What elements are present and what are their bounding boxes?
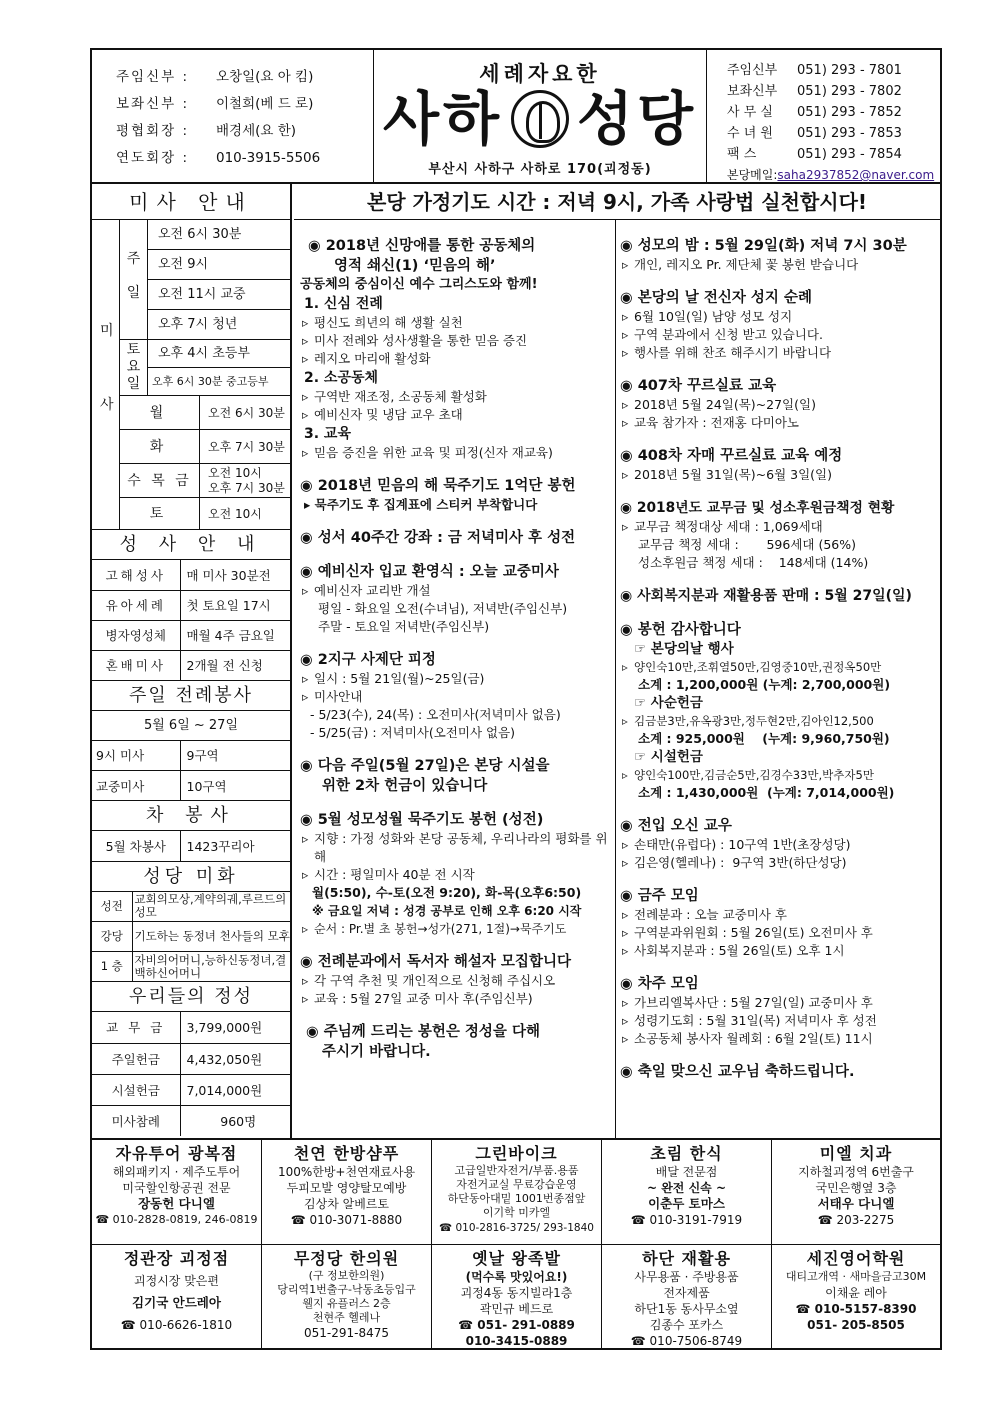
phone-row: 주임신부 051) 293 - 7801 [727, 63, 902, 78]
phone-row: 수 녀 원 051) 293 - 7853 [727, 126, 902, 141]
staff-row: 평협회장 : 배경세(요 한) [116, 123, 297, 139]
notice-block: ◉ 408차 자매 꾸르실료 교육 예정 ▹ 2018년 5월 31일(목)~6월 3일(일) [620, 446, 940, 484]
table-row: 9시 미사 9구역 [92, 741, 290, 771]
sunday-mass: 오후 7시 청년 [148, 310, 290, 340]
table-row: 병자영성체 매월 4주 금요일 [92, 620, 290, 650]
sacrament-title: 성 사 안 내 [92, 530, 290, 560]
saturday-mass: 오후 4시 초등부 [148, 340, 290, 368]
ad-box: 세진영어학원 대티고개역 · 새마을금고30M 이채윤 레아 ☎ 010-5157-8390 051- 205-8505 [772, 1245, 940, 1349]
saturday-group: 토 요 일 오후 4시 초등부 오후 6시 30분 중고등부 [120, 340, 290, 396]
notice-block: ◉ 금주 모임 ▹ 전례분과 : 오늘 교중미사 후 ▹ 구역분과위원회 : 5월 26일(토) 오전미사 후 ▹ 사회복지분과 : 5월 26일(토) 오후 1시 [620, 886, 940, 960]
offering-table [92, 1012, 290, 1136]
notice-block: ◉ 성모의 밤 : 5월 29일(화) 저녁 7시 30분 ▹ 개인, 레지오 Pr. 제단체 꽃 봉헌 받습니다 [620, 236, 940, 274]
notice-block: ◉ 다음 주일(5월 27일)은 본당 시설을 위한 2차 헌금이 있습니다 [300, 758, 550, 794]
table-row: 미사참례 960명 [92, 1105, 290, 1136]
ad-box: 그린바이크 고급일반자전거/부품.용품 자전거교실 무료강습운영 하단동아대밑 1001번종점앞 이기학 미카엘 ☎ 010-2816-3725/ 293-1840 [432, 1140, 602, 1244]
email-row: 본당메일:saha2937852@naver.com [727, 168, 935, 182]
sunday-mass: 오전 9시 [148, 250, 290, 280]
notice-block: ◉ 본당의 날 전신자 성지 순례 ▹ 6월 10일(일) 남양 성모 성지 ▹ 구역 분과에서 신청 받고 있습니다. ▹ 행사를 위해 찬조 해주시기 바랍니다 [620, 288, 940, 362]
ad-box: 미엘 치과 지하철괴정역 6번출구 국민은행옆 3층 서태우 다니엘 ☎ 203-2275 [772, 1140, 940, 1244]
table-row: 성전 교회의모상,계약의궤,루르드의성모 [92, 892, 290, 922]
notice-block: ◉ 2018년 믿음의 해 묵주기도 1억단 봉헌 ▸ 묵주기도 후 집계표에 스티커 부착합니다 [300, 478, 576, 512]
sidebar [92, 184, 292, 1138]
weekday-row: 수 목 금 오전 10시 오후 7시 30분 [120, 464, 290, 498]
mass-schedule [92, 220, 290, 530]
email-link[interactable]: saha2937852@naver.com [777, 168, 935, 182]
ad-box: 초림 한식 배달 전문점 ~ 완전 신속 ~ 이춘두 토마스 ☎ 010-3191-7919 [602, 1140, 772, 1244]
notice-block: ◉ 2018년 신망애를 통한 공동체의 영적 쇄신(1) ‘믿음의 해’ 공동체의 중심이신 예수 그리스도와 함께! 1. 신심 전례 ▹ 평신도 희년의 해 생활 실천 ▹ 미사 전례와 성사생활을 통한 믿음 증진 ▹ 레지오 마리애 활성화 2. 소공동체 ▹ 구역반 재조정, 소공동체 활성화 ▹ 예비신자 및 냉담 교우 초대 3. 교육 ▹ 믿음 증진을 위한 교육 및 피정(신자 재교육) [300, 236, 614, 462]
notice-block: ◉ 5월 성모성월 묵주기도 봉헌 (성전) ▹ 지향 : 가정 성화와 본당 공동체, 우리나라의 평화를 위해 ▹ 시간 : 평일미사 40분 전 시작 월(5:50), 수-토(오전 9:20), 화-목(오후6:50) ※ 금요일 저녁 : 성경 공부로 인해 오후 6:20 시작 ▹ 순서 : Pr.별 초 봉헌→성가(271, 1절)→묵주기도 [300, 810, 614, 938]
table-row: 5월 차봉사 1423꾸리아 [92, 831, 290, 861]
table-row: 1 층 자비의어머니,능하신동정녀,결백하신어머니 [92, 952, 290, 982]
header [92, 50, 940, 184]
liturgy-period: 5월 6일 ~ 27일 [92, 711, 290, 741]
weekday-row: 월 오전 6시 30분 [120, 396, 290, 430]
patron-title: 세례자요한 [479, 62, 601, 86]
liturgy-table [92, 741, 290, 802]
notice-block: ◉ 2018년도 교무금 및 성소후원금책정 현황 ▹ 교무금 책정대상 세대 : 1,069세대 교무금 책정 세대 : 596세대 (56%) 성소후원금 책정 세대 : 148세대 (14%) [620, 498, 940, 572]
table-row: 강당 기도하는 동정녀 천사들의 모후 [92, 922, 290, 952]
sacrament-table [92, 560, 290, 681]
decor-title: 성당 미화 [92, 862, 290, 892]
staff-row: 보좌신부 : 이철희(베 드 로) [116, 96, 314, 112]
bulletin-page [90, 48, 942, 1350]
notice-block: ◉ 사회복지분과 재활용품 판매 : 5월 27일(일) [620, 588, 912, 604]
notice-block: ◉ 2지구 사제단 피정 ▹ 일시 : 5월 21일(월)~25일(금) ▹ 미사안내 - 5/23(수), 24(목) : 오전미사(저녁미사 없음) - 5/25(금) : 저녁미사(오전미사 없음) [300, 650, 614, 742]
liturgy-title: 주일 전례봉사 [92, 681, 290, 711]
ad-box: 자유투어 광복점 해외패키지 · 제주도투어 미국할인항공권 전문 장동헌 다니엘 ☎ 010-2828-0819, 246-0819 [92, 1140, 262, 1244]
ads-section [92, 1138, 940, 1348]
notice-block: ◉ 전례분과에서 독서자 해설자 모집합니다 ▹ 각 구역 추천 및 개인적으로 신청해 주십시오 ▹ 교육 : 5월 27일 교중 미사 후(주임신부) [300, 952, 614, 1008]
church-title [375, 50, 705, 182]
church-name: 사하 성당 [382, 85, 698, 153]
ad-box: 정관장 괴정점 괴정시장 맞은편 김기국 안드레아 ☎ 010-6626-1810 [92, 1245, 262, 1349]
phone-list [706, 50, 940, 182]
sunday-mass: 오전 11시 교중 [148, 280, 290, 310]
offering-title: 우리들의 정성 [92, 982, 290, 1012]
notice-block: ◉ 차주 모임 ▹ 가브리엘복사단 : 5월 27일(일) 교중미사 후 ▹ 성령기도회 : 5월 31일(목) 저녁미사 후 성전 ▹ 소공동체 봉사자 월례회 : 6월 2일(토) 11시 [620, 974, 940, 1048]
table-row: 교중미사 10구역 [92, 771, 290, 801]
saturday-mass: 오후 6시 30분 중고등부 [148, 368, 290, 396]
notice-block: ◉ 축일 맞으신 교우님 축하드립니다. [620, 1064, 855, 1080]
table-row: 고해성사 매 미사 30분전 [92, 560, 290, 590]
notice-block: ◉ 봉헌 감사합니다 ☞ 본당의날 행사 ▹ 양인숙10만,조휘열50만,김영중10만,권정옥50만 소계 : 1,200,000원 (누계: 2,700,000원) ☞ 사순헌금 ▹ 김금분3만,유옥광3만,정두현2만,김아인12,500 소계 : 925,000원 (누계: 9,960,750원) ☞ 시설헌금 ▹ 양인숙100만,김금순5만,김경수33만,박추자5만 소계 : 1,430,000원 (누계: 7,014,000원) [620, 620, 940, 802]
notice-block: ◉ 예비신자 입교 환영식 : 오늘 교중미사 ▹ 예비신자 교리반 개설 평일 - 화요일 오전(수녀님), 저녁반(주임신부) 주말 - 토요일 저녁반(주임신부) [300, 562, 614, 636]
decor-table [92, 892, 290, 983]
weekday-row: 토 오전 10시 [120, 498, 290, 530]
table-row: 교 무 금 3,799,000원 [92, 1012, 290, 1043]
phone-row: 사 무 실 051) 293 - 7852 [727, 105, 902, 120]
notice-block: ◉ 주님께 드리는 봉헌은 정성을 다해 주시기 바랍니다. [306, 1024, 540, 1060]
table-row: 시설헌금 7,014,000원 [92, 1074, 290, 1105]
sunday-group: 주 일 오전 6시 30분 오전 9시 오전 11시 교중 오후 7시 청년 [120, 220, 290, 340]
table-row: 혼배미사 2개월 전 신청 [92, 650, 290, 680]
car-service-table [92, 831, 290, 862]
notices-right [620, 236, 940, 1096]
notice-block: ◉ 성서 40주간 강좌 : 금 저녁미사 후 성전 [300, 530, 576, 546]
staff-row: 연도회장 : 010-3915-5506 [116, 150, 321, 166]
sunday-mass: 오전 6시 30분 [148, 220, 290, 250]
table-row: 유아세례 첫 토요일 17시 [92, 590, 290, 620]
church-logo-icon [511, 90, 569, 148]
phone-row: 보좌신부 051) 293 - 7802 [727, 84, 902, 99]
banner-title: 본당 가정기도 시간 : 저녁 9시, 가족 사랑법 실천합시다! [294, 184, 940, 220]
church-address: 부산시 사하구 사하로 170(괴정동) [428, 162, 652, 177]
mass-vertical-label: 미 사 [92, 220, 120, 530]
car-service-title: 차 봉사 [92, 801, 290, 831]
notice-block: ◉ 전입 오신 교우 ▹ 손태만(유럽다) : 10구역 1반(초장성당) ▹ 김은영(헬레나) : 9구역 3반(하단성당) [620, 816, 940, 872]
table-row: 주일헌금 4,432,050원 [92, 1043, 290, 1074]
notices-left [300, 236, 614, 1076]
mass-title: 미사 안내 [92, 184, 290, 220]
column-divider [615, 220, 616, 1138]
staff-row: 주임신부 : 오창일(요 아 킴) [116, 69, 314, 85]
main-content [294, 184, 940, 1138]
weekday-row: 화 오후 7시 30분 [120, 430, 290, 464]
ad-box: 천연 한방샴푸 100%한방+천연재료사용 두피모발 영양탈모예방 김상차 알베르토 ☎ 010-3071-8880 [262, 1140, 432, 1244]
ad-box: 하단 재활용 사무용품 · 주방용품 전자제품 하단1동 동사무소옆 김종수 포카스 ☎ 010-7506-8749 [602, 1245, 772, 1349]
ad-box: 옛날 왕족발 (먹수록 맛있어요!) 괴정4동 동지빌라1층 곽민규 베드로 ☎ 051- 291-0889 010-3415-0889 [432, 1245, 602, 1349]
notice-block: ◉ 407차 꾸르실료 교육 ▹ 2018년 5월 24일(목)~27일(일) ▹ 교육 참가자 : 전재홍 다미아노 [620, 376, 940, 432]
staff-list [92, 50, 374, 182]
ad-box: 무정당 한의원 (구 정보한의원) 당리역1번출구-낙동초등입구 웰지 유플러스 2층 천현주 헬레나 051-291-8475 [262, 1245, 432, 1349]
phone-row: 팩 스 051) 293 - 7854 [727, 147, 902, 162]
